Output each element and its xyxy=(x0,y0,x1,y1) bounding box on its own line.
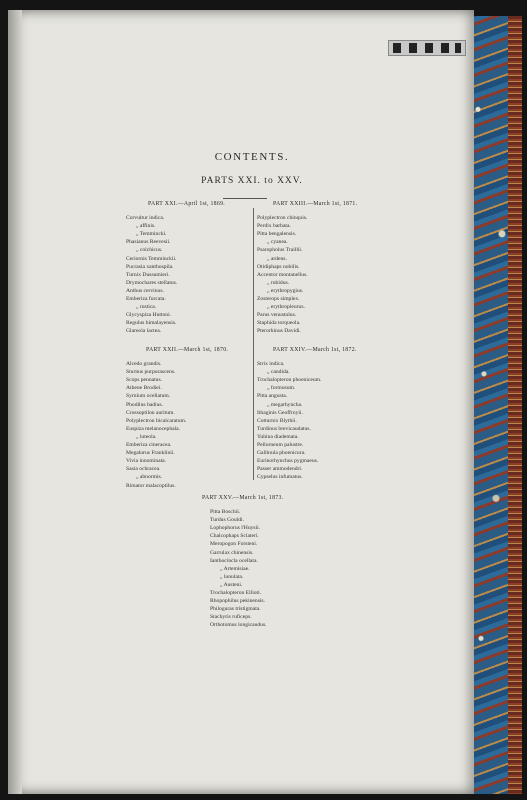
species-item: Polyplectron bicalcaratum. xyxy=(126,417,187,424)
species-item: Turdinus brevicaudatus. xyxy=(257,425,311,432)
species-item: Polyplectron chinquis. xyxy=(257,215,308,222)
species-item: Zosterops simplex. xyxy=(257,296,300,303)
part-xxi xyxy=(126,200,225,336)
species-item: Athene Brodiei. xyxy=(126,385,162,392)
cover-edge xyxy=(508,16,522,794)
species-item: Yuhina diademata. xyxy=(257,433,299,440)
part-items xyxy=(257,360,357,481)
species-item: Corvultur indica. xyxy=(126,215,165,222)
species-item: „ Artemisiae. xyxy=(220,565,250,572)
scale-bar xyxy=(388,40,466,56)
species-item: Stachyris ruficeps. xyxy=(210,614,252,621)
species-item: „ formosum. xyxy=(267,385,296,392)
species-item: Turdus Gouldi. xyxy=(210,517,244,524)
contents-title: CONTENTS. xyxy=(214,151,290,163)
species-item: „ cyanea. xyxy=(267,239,288,246)
species-item: Staphida torqueola. xyxy=(257,320,301,327)
part-heading: PART XXV.—March 1st, 1873. xyxy=(202,495,284,501)
part-xxiii xyxy=(257,200,357,336)
species-item: Ianthocincla ocellata. xyxy=(210,557,258,564)
species-item: Emberiza cineracea. xyxy=(126,442,172,449)
species-item: Alcedo grandis. xyxy=(126,361,162,368)
species-item: Euspiza melanocephala. xyxy=(126,425,181,432)
species-item: Glycyspiza Huttoni. xyxy=(126,312,172,319)
species-item: Chalcophaps Sclateri. xyxy=(210,533,259,540)
part-heading: PART XXIII.—March 1st, 1871. xyxy=(273,201,358,207)
species-item: Philoguras tristigmata. xyxy=(210,606,261,613)
species-item: Gallinula phoenicura. xyxy=(257,450,306,457)
species-item: „ abnormis. xyxy=(136,474,163,481)
species-item: Pterorhinus Davidi. xyxy=(257,328,301,335)
species-item: Vivia innominata. xyxy=(126,458,167,465)
species-item: Pitta bengalensis. xyxy=(257,231,297,238)
part-heading: PART XXII.—March 1st, 1870. xyxy=(146,347,229,353)
species-item: Trochalopteron phoeniceum. xyxy=(257,377,322,384)
part-items xyxy=(257,214,357,335)
species-item: Parus venustulus. xyxy=(257,312,297,319)
species-item: Garrulax chinensis. xyxy=(210,549,254,556)
part-items xyxy=(202,508,283,629)
part-xxiv xyxy=(257,346,357,482)
species-item: „ erythropleurus. xyxy=(267,304,305,311)
species-item: Pitta Boschii. xyxy=(210,509,241,516)
parts-subtitle: PARTS XXI. to XXV. xyxy=(201,176,303,186)
species-item: Scops pennatus. xyxy=(126,377,163,384)
species-item: Meropogon Forsteni. xyxy=(210,541,258,548)
species-item: Otidiphaps nobilis. xyxy=(257,263,300,270)
species-item: Trochalopteron Ellioti. xyxy=(210,590,262,597)
species-item: „ affinis. xyxy=(136,223,156,230)
species-item: „ lunulata. xyxy=(220,573,244,580)
species-item: „ candida. xyxy=(267,369,290,376)
species-item: Strix indica. xyxy=(257,361,285,368)
species-item: Glareola lactea. xyxy=(126,328,162,335)
species-item: Pucrasia xanthospila. xyxy=(126,263,174,270)
species-item: Phodilus badius. xyxy=(126,401,163,408)
species-item: Crossoptilon auritum. xyxy=(126,409,175,416)
species-item: Drymochares stellatus. xyxy=(126,279,178,286)
part-heading: PART XXIV.—March 1st, 1872. xyxy=(273,347,357,353)
species-item: Sturnus purpurascens. xyxy=(126,369,176,376)
column-divider xyxy=(253,208,254,480)
species-item: Accentor montanellus. xyxy=(257,271,308,278)
part-xxv xyxy=(202,494,283,630)
species-item: „ ardens. xyxy=(267,255,287,262)
species-item: Pellorneum palustre. xyxy=(257,442,304,449)
species-item: Ithaginis Geoffroyii. xyxy=(257,409,303,416)
species-item: Sasia ochracea. xyxy=(126,466,161,473)
page-gutter xyxy=(8,10,22,794)
species-item: Pitta angusta. xyxy=(257,393,288,400)
species-item: Turnix Dussumieri. xyxy=(126,271,170,278)
species-item: Passer ammodendri. xyxy=(257,466,303,473)
species-item: Syrnium ocellatum. xyxy=(126,393,171,400)
species-item: „ erythropygius. xyxy=(267,287,304,294)
species-item: „ megarhyncha. xyxy=(267,401,303,408)
species-item: Psaropholus Traillii. xyxy=(257,247,303,254)
book-page xyxy=(8,10,474,794)
species-item: Eurinorhynchus pygmaeus. xyxy=(257,458,319,465)
part-heading: PART XXI.—April 1st, 1869. xyxy=(148,201,226,207)
part-items xyxy=(126,214,225,335)
title-rule xyxy=(223,198,267,199)
species-item: „ rustica. xyxy=(136,304,157,311)
species-item: „ colchicus. xyxy=(136,247,163,254)
species-item: Cypselus infumatus. xyxy=(257,474,303,481)
species-item: „ Austeni. xyxy=(220,581,243,588)
species-item: „ Temmincki. xyxy=(136,231,167,238)
species-item: Cotturnix Blythii. xyxy=(257,417,297,424)
species-item: „ luteola. xyxy=(136,433,157,440)
species-item: Anthus cervinus. xyxy=(126,287,164,294)
species-item: Rimator malacoptilus. xyxy=(126,482,176,489)
part-items xyxy=(126,360,228,490)
species-item: Orthotomus longicaudus. xyxy=(210,622,267,629)
species-item: Perdix barbata. xyxy=(257,223,291,230)
species-item: Rhopophilus pekinensis. xyxy=(210,598,266,605)
part-xxii xyxy=(126,346,228,490)
species-item: Phasianus Reevesii. xyxy=(126,239,171,246)
species-item: Emberiza furcata. xyxy=(126,296,166,303)
species-item: Regulus himalayensis. xyxy=(126,320,177,327)
species-item: Lophophorus l'Huysii. xyxy=(210,525,261,532)
species-item: Megalurus Franklinii. xyxy=(126,450,175,457)
species-item: „ rubidus. xyxy=(267,279,290,286)
species-item: Ceriornis Temminckii. xyxy=(126,255,177,262)
